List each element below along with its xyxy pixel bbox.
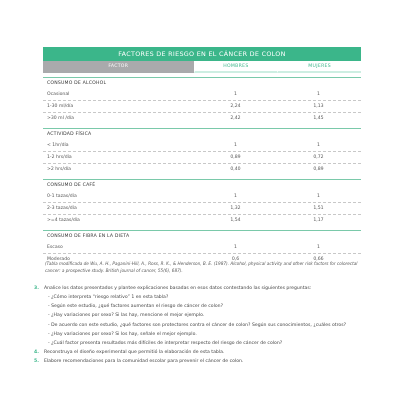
factor-cell: Ocasional: [47, 92, 70, 97]
sub-question: - De acuerdo con este estudio, ¿qué factores son protectores contra el cáncer de colon? Según sus conocimientos, ¿cuáles otros?: [48, 322, 347, 328]
table-title: FACTORES DE RIESGO EN EL CÁNCER DE COLON: [43, 47, 361, 61]
factor-cell: Moderado: [47, 257, 70, 262]
women-cell: 0,66: [313, 257, 324, 262]
group-heading: [43, 231, 361, 242]
table-row: [43, 140, 361, 152]
table-header-row: [43, 61, 361, 73]
men-cell: 1: [234, 194, 237, 199]
table-row: [43, 164, 361, 175]
women-cell: 1,45: [313, 116, 324, 121]
sub-question: - ¿Cómo interpreta “riesgo relativo” 1 en esta tabla?: [48, 295, 169, 300]
women-cell: 0,89: [313, 167, 324, 172]
women-cell: 1,17: [313, 218, 324, 223]
men-cell: 2,24: [230, 104, 241, 109]
group-heading: [43, 180, 361, 191]
factor-cell: >2 hrs/día: [47, 167, 71, 172]
sub-question: - Según este estudio, ¿qué factores aumentan el riesgo de cáncer de colon?: [48, 304, 224, 310]
factor-cell: >=4 tazas/día: [47, 218, 80, 223]
men-cell: 1: [234, 143, 237, 148]
group-heading-label: CONSUMO DE FIBRA EN LA DIETA: [47, 234, 130, 239]
factor-cell: 1-2 hrs/día: [47, 155, 72, 160]
question-text: Reconstruya el diseño experimental que permitió la elaboración de esta tabla.: [44, 350, 225, 356]
table-row: [43, 203, 361, 215]
group-alcohol: [43, 77, 361, 124]
question-4: [34, 348, 364, 357]
table-source-note: (Tabla modificada de Wu, A. H., Paganini-Hill, A., Ross, R. K., & Henderson, B. E. (1987). Alcohol, physical activity and other risk factors for colorectal cancer: a prospective study. British journal of cancer, 55(6), 687).: [45, 261, 358, 273]
table-row: [43, 215, 361, 226]
men-cell: 0,89: [230, 155, 241, 160]
factor-cell: 2-3 tazas/día: [47, 206, 77, 211]
header-women: MUJERES: [277, 61, 361, 73]
group-heading-label: ACTIVIDAD FÍSICA: [47, 132, 92, 137]
group-coffee: [43, 179, 361, 226]
table-row: [43, 89, 361, 101]
header-factor: FACTOR: [43, 61, 194, 73]
questions: [34, 284, 364, 366]
sub-question: - ¿Hay variaciones por sexo? Si las hay, mencione el mejor ejemplo.: [48, 313, 205, 319]
factor-cell: 1-30 ml/día: [47, 104, 74, 109]
women-cell: 0,72: [313, 155, 324, 160]
question-text: Elabore recomendaciones para la comunidad escolar para prevenir el cáncer de colon.: [44, 359, 244, 365]
women-cell: 1: [317, 194, 320, 199]
women-cell: 1: [317, 245, 320, 250]
table-row: [43, 191, 361, 203]
women-cell: 1,51: [313, 206, 324, 211]
men-cell: 0,40: [230, 167, 241, 172]
men-cell: 1: [234, 92, 237, 97]
factor-cell: 0-1 tazas/día: [47, 194, 77, 199]
question-number: 4.: [34, 350, 39, 356]
factor-cell: >30 ml /día: [47, 116, 74, 121]
group-heading-label: CONSUMO DE CAFÉ: [47, 183, 96, 188]
table-row: [43, 152, 361, 164]
men-cell: 1,32: [230, 206, 241, 211]
question-3: [34, 284, 364, 293]
risk-factors-table: [43, 47, 361, 265]
group-heading-label: CONSUMO DE ALCOHOL: [47, 81, 107, 86]
factor-cell: < 1hr/día: [47, 143, 69, 148]
women-cell: 1: [317, 92, 320, 97]
women-cell: 1,13: [313, 104, 324, 109]
table-row: [43, 113, 361, 124]
men-cell: 1: [234, 245, 237, 250]
men-cell: 1,54: [230, 218, 241, 223]
group-heading: [43, 129, 361, 140]
men-cell: 0,6: [231, 257, 240, 262]
table-row: [43, 101, 361, 113]
question-number: 5.: [34, 359, 39, 365]
group-heading: [43, 78, 361, 89]
sub-question: - ¿Hay variaciones por sexo? Si los hay, señale el mejor ejemplo.: [48, 331, 197, 337]
question-number: 3.: [34, 286, 39, 291]
group-physical-activity: [43, 128, 361, 175]
header-men: HOMBRES: [194, 61, 278, 73]
question-text: Analice los datos presentados y plantee explicaciones basadas en esos datos contestando las siguientes preguntas:: [44, 286, 312, 291]
factor-cell: Escaso: [47, 245, 63, 250]
table-row: [43, 242, 361, 254]
women-cell: 1: [317, 143, 320, 148]
sub-question: - ¿Cuál factor presenta resultados más difíciles de interpretar respecto del riesgo de cáncer de colon?: [48, 341, 283, 347]
question-5: [34, 357, 364, 366]
men-cell: 2,42: [230, 116, 241, 121]
